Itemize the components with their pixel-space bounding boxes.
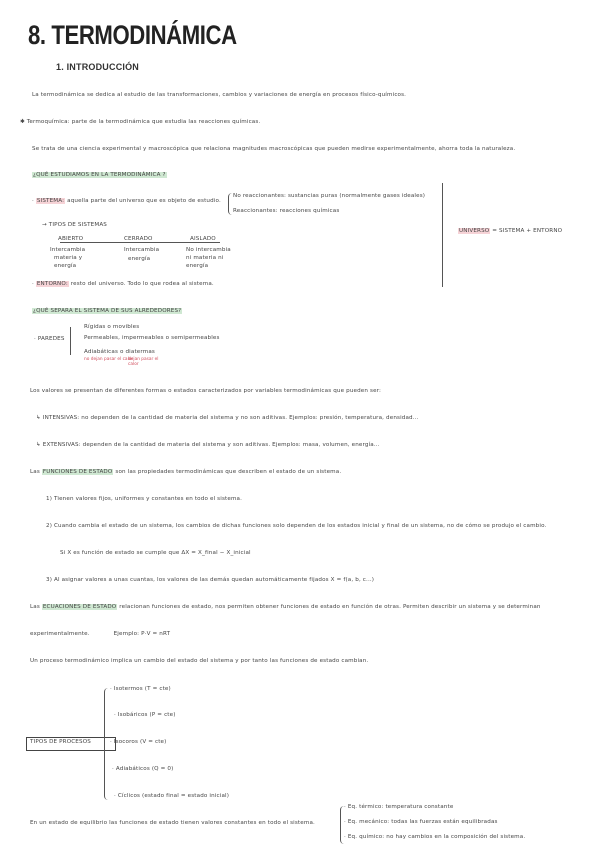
tipos-sistemas-connector: [60, 242, 220, 243]
equilibrio-line: En un estado de equilibrio las funciones de estado tienen valores constantes en todo el sistema.: [30, 820, 315, 826]
paredes-option-1: Rígidas o movibles: [84, 324, 140, 330]
paredes-connector: [70, 327, 71, 355]
paredes-option-3: Adiabáticas o diatermas: [84, 349, 155, 355]
sistema-text: aquella parte del universo que es objeto de estudio.: [67, 198, 221, 204]
intensivas-label: INTENSIVAS: [42, 415, 78, 421]
funciones-text: son las propiedades termodinámicas que describen el estado de un sistema.: [115, 469, 342, 475]
funcion-point-2: 2) Cuando cambia el estado de un sistema, los cambios de dichas funciones solo dependen de los estados inicial y final de un sistema, no de cómo se produjo el cambio.: [46, 523, 547, 529]
question-separar: [32, 308, 182, 314]
termoquimica-label: Termoquímica:: [26, 119, 70, 125]
universo-text: = SISTEMA + ENTORNO: [492, 228, 563, 234]
arrow-icon: →: [42, 222, 49, 228]
ciencia-line: Se trata de una ciencia experimental y macroscópica que relaciona magnitudes macroscópicas que pueden medirse experimentalmente, ahorra toda la naturaleza.: [32, 146, 516, 152]
extensivas-label: EXTENSIVAS: [42, 442, 79, 448]
aislado-label: AISLADO: [190, 236, 216, 242]
arrow-icon: ↳: [36, 415, 43, 421]
diatermas-note: dejan pasar el calor: [128, 357, 159, 367]
question-separar-text: ¿QUÉ SEPARA EL SISTEMA DE SUS ALREDEDORES?: [33, 308, 182, 314]
sistema-option-1: No reaccionantes: sustancias puras (normalmente gases ideales): [233, 193, 426, 199]
intensivas-text: : no dependen de la cantidad de materia del sistema y no son aditivas. Ejemplos: presión, temperatura, densidad...: [77, 415, 419, 421]
proceso-line: Un proceso termodinámico implica un cambio del estado del sistema y por tanto las funciones de estado cambian.: [30, 658, 369, 664]
sistema-line: · SISTEMA: aquella parte del universo que es objeto de estudio.: [32, 198, 221, 204]
funcion-point-2-example: Si X es función de estado se cumple que ΔX = X_final − X_inicial: [60, 550, 251, 556]
bullet-icon: ✱: [20, 119, 27, 125]
question-estudiamos: [32, 172, 167, 178]
proceso-isobaricos: · Isobáricos (P = cte): [114, 712, 176, 718]
intro-line: La termodinámica se dedica al estudio de las transformaciones, cambios y variaciones de energía en procesos físico-químicos.: [32, 92, 407, 98]
entorno-label: ENTORNO:: [36, 281, 68, 287]
aislado-line-3: energía: [186, 263, 209, 269]
universo-line: [458, 228, 562, 234]
funcion-point-3: 3) Al asignar valores a unas cuantas, los valores de las demás quedan automáticamente fijados X = f(a, b, c...): [46, 577, 375, 583]
universo-label: UNIVERSO: [459, 228, 490, 234]
ecuaciones-example: Ejemplo: P·V = nRT: [113, 631, 171, 637]
cerrado-line-1: Intercambia: [124, 247, 160, 253]
sistema-option-2: Reaccionantes: reacciones químicas: [233, 208, 340, 214]
extensivas-text: : dependen de la cantidad de materia del sistema y son aditivas. Ejemplos: masa, volumen, energía...: [78, 442, 380, 448]
entorno-line: · ENTORNO: resto del universo. Todo lo que rodea al sistema.: [32, 281, 214, 287]
cerrado-line-2: energía: [128, 256, 151, 262]
tipos-sistemas-label: TIPOS DE SISTEMAS: [48, 222, 108, 228]
funciones-label: FUNCIONES DE ESTADO: [42, 469, 113, 475]
abierto-label: ABIERTO: [58, 236, 84, 242]
cerrado-label: CERRADO: [124, 236, 153, 242]
sistema-label: SISTEMA:: [36, 198, 65, 204]
proceso-adiabaticos: · Adiabáticos (Q = 0): [112, 766, 174, 772]
valores-line: Los valores se presentan de diferentes formas o estados caracterizados por variables termodinámicas que pueden ser:: [30, 388, 382, 394]
proceso-ciclicos: · Cíclicos (estado final = estado inicial): [114, 793, 230, 799]
equilibrio-quimico: · Eq. químico: no hay cambios en la composición del sistema.: [344, 834, 526, 840]
termoquimica-text: parte de la termodinámica que estudia las reacciones químicas.: [71, 119, 261, 125]
ecuaciones-line-2: experimentalmente. Ejemplo: P·V = nRT: [30, 631, 171, 637]
question-estudiamos-text: ¿QUÉ ESTUDIAMOS EN LA TERMODINÁMICA ?: [33, 172, 166, 178]
paredes-label: · PAREDES: [34, 336, 65, 342]
equilibrio-mecanico: · Eq. mecánico: todas las fuerzas están equilibradas: [344, 819, 498, 825]
ecuaciones-text: relacionan funciones de estado, nos permiten obtener funciones de estado en función de otras. Permiten describir un sistema y se determinan: [119, 604, 541, 610]
intensivas-line: [36, 415, 419, 421]
entorno-text: resto del universo. Todo lo que rodea al sistema.: [70, 281, 214, 287]
ecuaciones-line: Las ECUACIONES DE ESTADO relacionan funciones de estado, nos permiten obtener funciones de estado en función de otras. Permiten describir un sistema y se determinan: [30, 604, 541, 610]
aislado-line-2: ni materia ni: [186, 255, 224, 261]
aislado-line-1: No intercambia: [186, 247, 231, 253]
proceso-isotermos: · Isotermos (T = cte): [110, 686, 171, 692]
page-title: 8. TERMODINÁMICA: [28, 20, 237, 50]
abierto-line-2: materia y: [54, 255, 83, 261]
equilibrio-termico: · Eq. térmico: temperatura constante: [344, 804, 454, 810]
funciones-line: Las FUNCIONES DE ESTADO son las propiedades termodinámicas que describen el estado de un sistema.: [30, 469, 342, 475]
paredes-option-2: Permeables, impermeables o semipermeables: [84, 335, 220, 341]
adiabaticas-note: no dejan pasar el calor: [84, 357, 134, 362]
extensivas-line: [36, 442, 380, 448]
termoquimica-line: [20, 119, 260, 125]
section-heading-introduccion: 1. INTRODUCCIÓN: [56, 62, 140, 72]
abierto-line-1: Intercambia: [50, 247, 86, 253]
abierto-line-3: energía: [54, 263, 77, 269]
universo-brace: [442, 183, 443, 287]
tipos-procesos-label: TIPOS DE PROCESOS: [30, 739, 91, 745]
arrow-icon: ↳: [36, 442, 43, 448]
ecuaciones-label: ECUACIONES DE ESTADO: [42, 604, 117, 610]
tipos-sistemas-line: [42, 222, 107, 228]
funcion-point-1: 1) Tienen valores fijos, uniformes y constantes en todo el sistema.: [46, 496, 243, 502]
proceso-isocoros: · Isocoros (V = cte): [110, 739, 167, 745]
